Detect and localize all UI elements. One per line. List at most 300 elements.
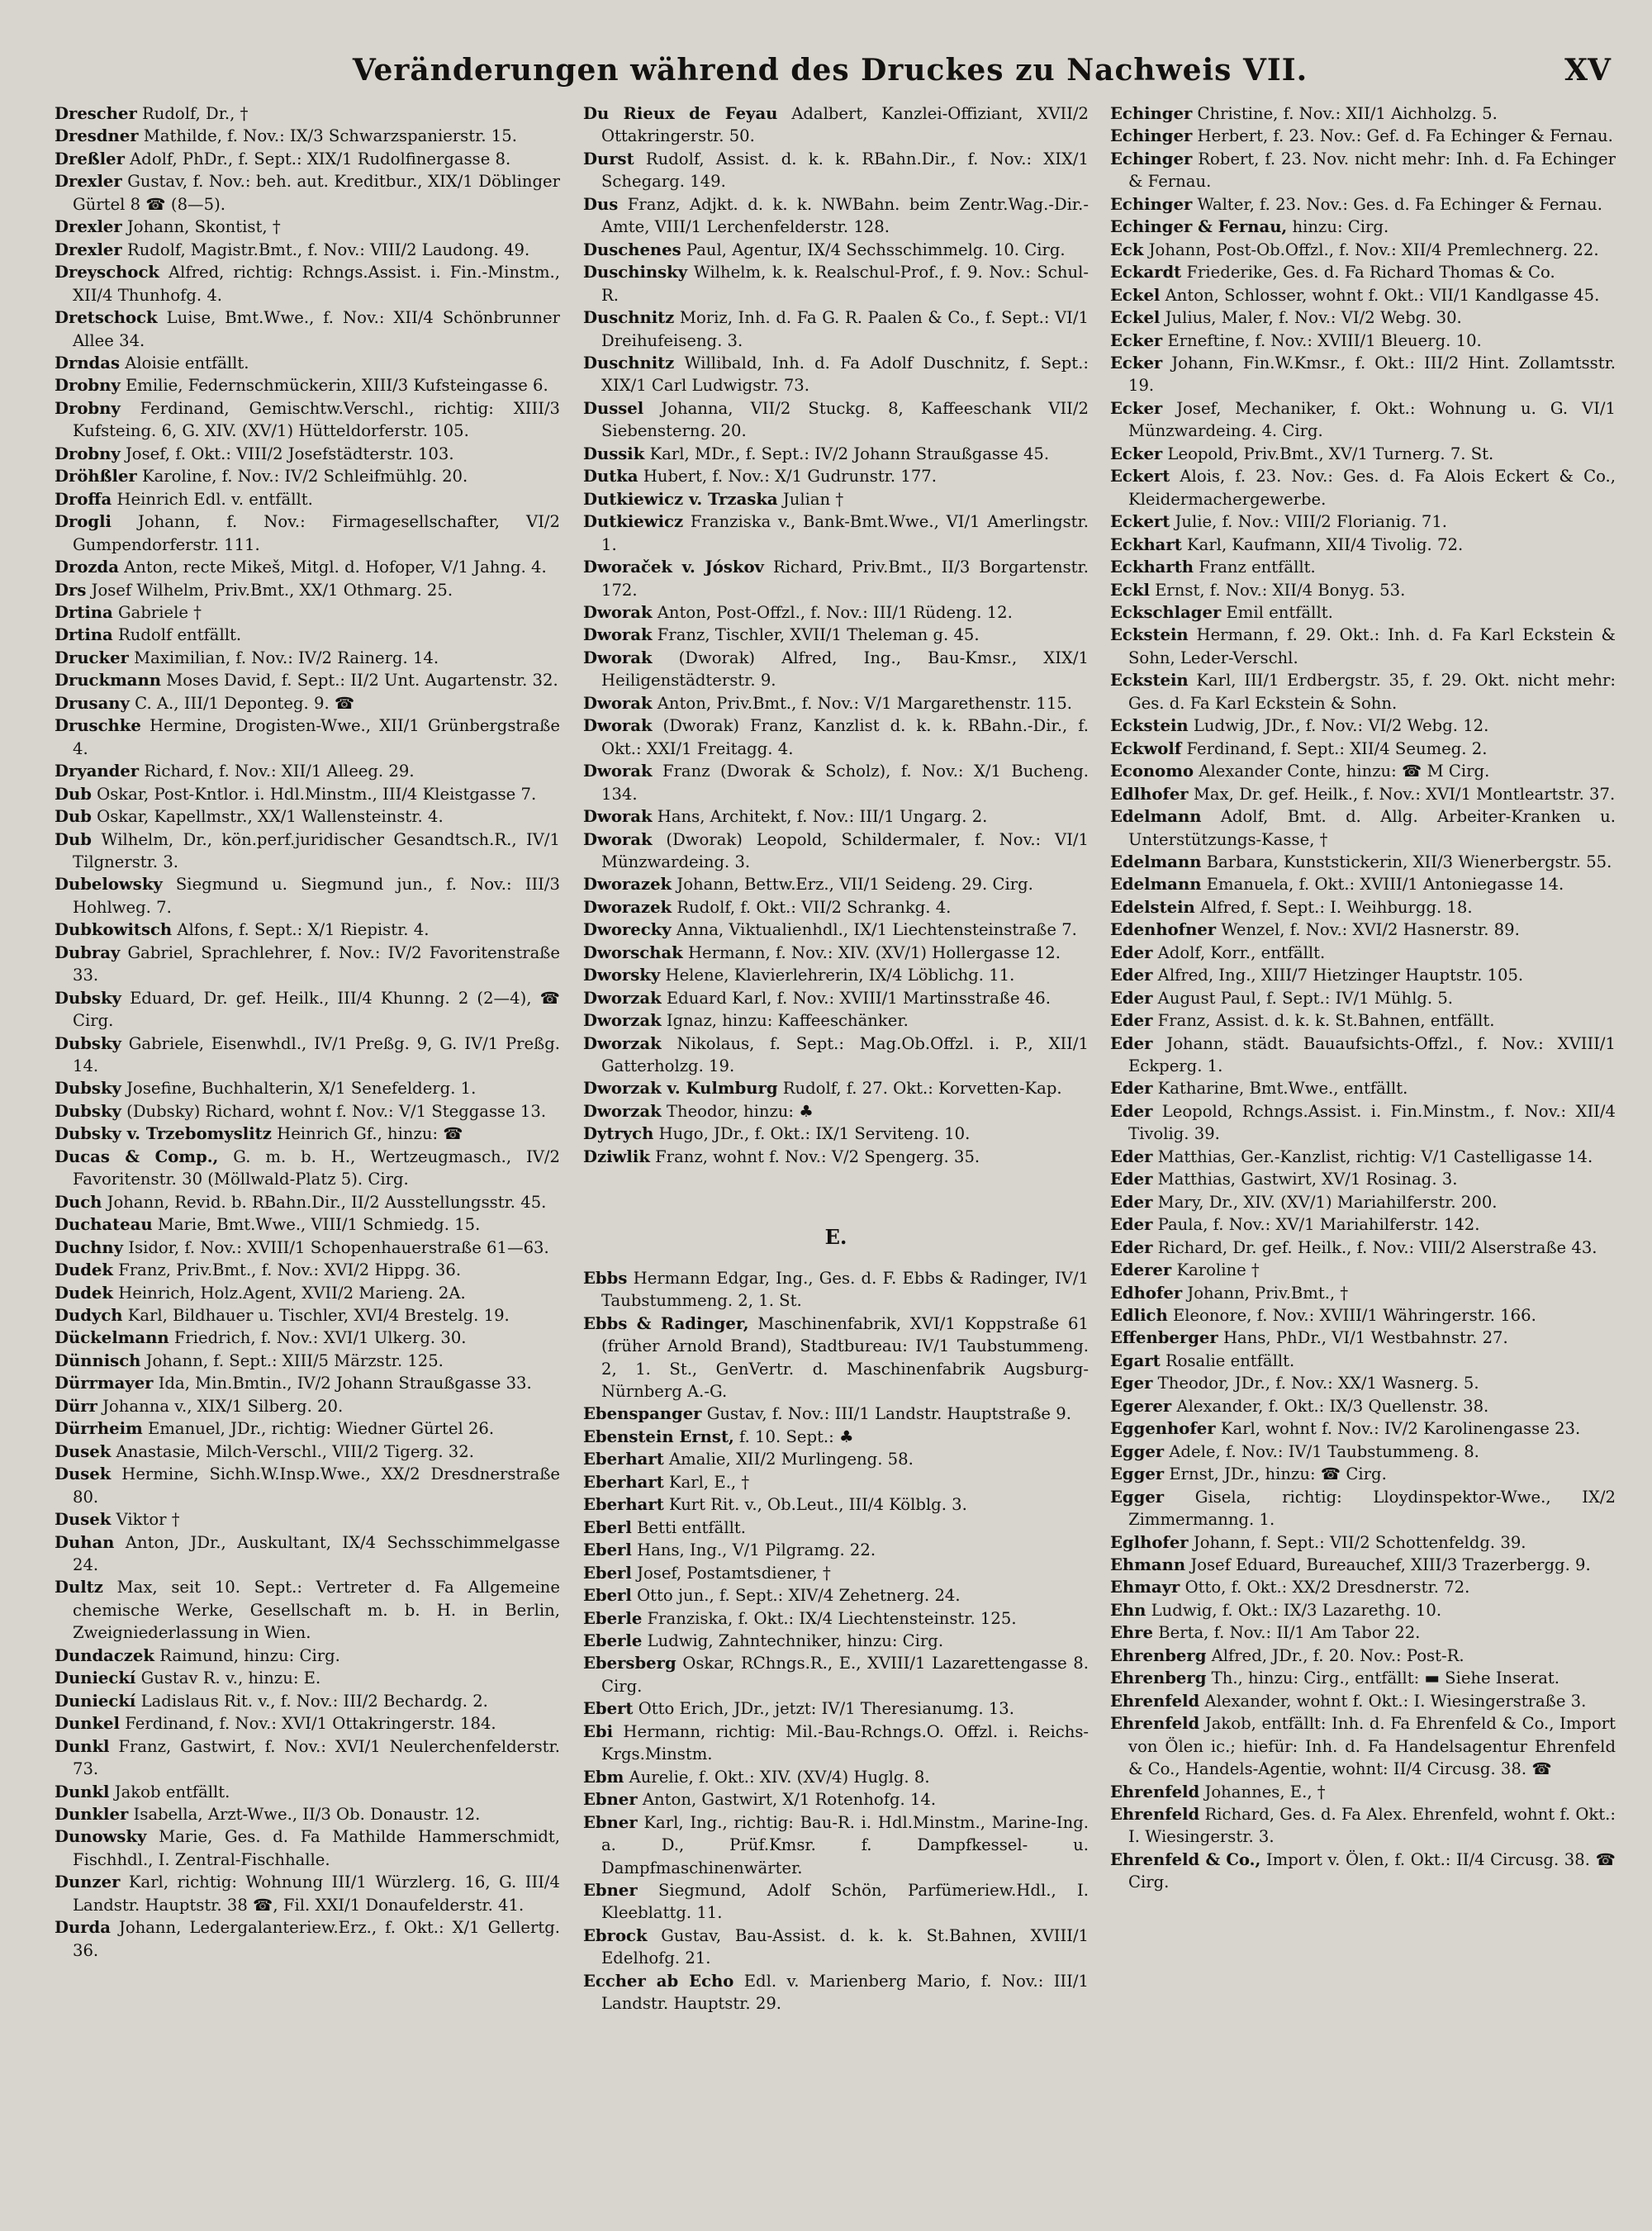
directory-entry [583, 1448, 1089, 1470]
directory-entry [1110, 1645, 1616, 1667]
entry-surname: Eckstein [1110, 716, 1189, 736]
entry-surname: Egger [1110, 1487, 1165, 1507]
directory-entry [583, 1009, 1089, 1032]
entry-details: Adele, f. Nov.: IV/1 Taubstummeng. 8. [1169, 1441, 1479, 1461]
entry-details: Karl, III/1 Erdbergstr. 35, f. 29. Okt. nicht mehr: Ges. d. Fa Karl Eckstein & Sohn. [1128, 671, 1616, 713]
directory-entry [55, 374, 560, 396]
entry-surname: Dussik [583, 444, 645, 463]
entry-details: Karl, Bildhauer u. Tischler, XVI/4 Brestelg. 19. [127, 1306, 510, 1326]
entry-details: Gustav, f. Nov.: beh. aut. Kreditbur., XIX/1 Döblinger Gürtel 8 ☎ (8—5). [73, 172, 560, 214]
entry-details: Karl, Ing., richtig: Bau-R. i. Hdl.Minstm., Marine-Ing. a. D., Prüf.Kmsr. f. Dampfkessel- u. Dampfmaschinenwärter. [601, 1812, 1089, 1877]
entry-details: Johann, Priv.Bmt., † [1187, 1283, 1349, 1303]
directory-entry [1110, 1463, 1616, 1485]
entry-surname: Eberhart [583, 1472, 664, 1492]
entry-surname: Durst [583, 149, 634, 169]
entry-details: C. A., III/1 Deponteg. 9. ☎ [135, 693, 355, 713]
entry-surname: Dusek [55, 1510, 112, 1530]
entry-surname: Edhofer [1110, 1283, 1183, 1303]
entry-details: Eduard, Dr. gef. Heilk., III/4 Khunng. 2 (2—4), ☎ Cirg. [73, 988, 560, 1031]
entry-details: Alfred, Ing., XIII/7 Hietzinger Hauptstr. 105. [1157, 966, 1524, 985]
entry-surname: Ebenspanger [583, 1404, 702, 1424]
directory-entry [55, 1531, 560, 1577]
letter-section-heading: E. [824, 1225, 847, 1250]
directory-entry [583, 1426, 1089, 1448]
entry-surname: Eck [1110, 240, 1144, 259]
directory-entry [55, 125, 560, 147]
directory-entry [583, 193, 1089, 239]
entry-details: Import v. Ölen, f. Okt.: II/4 Circusg. 38. ☎ Cirg. [1128, 1849, 1616, 1892]
directory-entry [55, 647, 560, 669]
entry-surname: Drndas [55, 353, 120, 373]
entry-details: Maximilian, f. Nov.: IV/2 Rainerg. 14. [134, 648, 439, 667]
entry-surname: Dworazek [583, 897, 672, 917]
entry-surname: Dworsky [583, 966, 661, 985]
entry-details: Adolf, PhDr., f. Sept.: XIX/1 Rudolfinergasse 8. [130, 149, 511, 169]
entry-details: Mary, Dr., XIV. (XV/1) Mariahilferstr. 200. [1157, 1192, 1498, 1212]
directory-entry [1110, 1803, 1616, 1849]
entry-surname: Dworzak v. Kulmburg [583, 1079, 778, 1099]
directory-entry [1110, 510, 1616, 533]
directory-entry [1110, 714, 1616, 737]
directory-entry [55, 261, 560, 306]
entry-surname: Echinger [1110, 126, 1193, 146]
entry-surname: Ehrenfeld [1110, 1714, 1200, 1734]
entry-details: Karl, E., † [668, 1472, 750, 1492]
entry-surname: Dunowsky [55, 1827, 147, 1847]
directory-entry [55, 239, 560, 261]
entry-surname: Ebner [583, 1880, 638, 1900]
entry-surname: Dresdner [55, 126, 139, 146]
entry-surname: Edelmann [1110, 807, 1202, 827]
entry-surname: Eckert [1110, 467, 1170, 487]
entry-details: Ludwig, f. Okt.: IX/3 Lazarethg. 10. [1151, 1600, 1442, 1620]
entry-details: Nikolaus, f. Sept.: Mag.Ob.Offzl. i. P., XII/1 Gatterholzg. 19. [601, 1033, 1089, 1076]
entry-surname: Egerer [1110, 1396, 1172, 1416]
directory-entry [1110, 1032, 1616, 1078]
directory-entry [1110, 148, 1616, 193]
entry-surname: Druschke [55, 716, 141, 736]
directory-entry [55, 1191, 560, 1213]
directory-entry [583, 987, 1089, 1009]
directory-entry [583, 714, 1089, 760]
directory-entry [55, 1463, 560, 1508]
entry-details: Berta, f. Nov.: II/1 Am Tabor 22. [1158, 1623, 1421, 1643]
entry-surname: Dunzer [55, 1873, 121, 1892]
entry-details: Helene, Klavierlehrerin, IX/4 Löblichg. 11. [665, 966, 1015, 985]
entry-surname: Dubsky v. Trzebomyslitz [55, 1124, 272, 1144]
directory-entry [55, 1213, 560, 1236]
entry-details: Moriz, Inh. d. Fa G. R. Paalen & Co., f. Sept.: VI/1 Dreihufeiseng. 3. [601, 308, 1089, 350]
entry-details: Betti entfällt. [637, 1517, 747, 1537]
entry-surname: Dub [55, 807, 92, 827]
entry-details: Viktor † [116, 1510, 180, 1530]
directory-entry [55, 624, 560, 646]
entry-details: Johannes, E., † [1204, 1782, 1326, 1801]
entry-surname: Ecker [1110, 444, 1163, 463]
entry-surname: Eder [1110, 966, 1153, 985]
entry-details: Julian † [782, 489, 844, 509]
entry-details: Richard, f. Nov.: XII/1 Alleeg. 29. [144, 762, 415, 781]
entry-surname: Dziwlik [583, 1146, 650, 1166]
directory-entry [1110, 443, 1616, 465]
directory-entry [55, 352, 560, 374]
entry-details: Anton, Schlosser, wohnt f. Okt.: VII/1 Kandlgasse 45. [1165, 285, 1600, 305]
directory-entry [55, 579, 560, 601]
entry-details: Kurt Rit. v., Ob.Leut., III/4 Kölblg. 3. [668, 1495, 967, 1515]
directory-entry [55, 714, 560, 760]
entry-surname: Eckel [1110, 285, 1161, 305]
directory-entry [583, 760, 1089, 805]
entry-surname: Edelmann [1110, 852, 1202, 871]
directory-entry [1110, 1667, 1616, 1689]
entry-details: Matthias, Ger.-Kanzlist, richtig: V/1 Castelligasse 14. [1157, 1146, 1593, 1166]
directory-entry [1110, 760, 1616, 782]
entry-surname: Eckl [1110, 580, 1150, 600]
entry-surname: Dub [55, 829, 92, 849]
entry-surname: Dürr [55, 1396, 97, 1416]
entry-surname: Ehmann [1110, 1555, 1186, 1574]
entry-details: Anastasie, Milch-Verschl., VIII/2 Tigerg. 32. [116, 1441, 474, 1461]
entry-surname: Drescher [55, 104, 137, 123]
entry-details: Alfons, f. Sept.: X/1 Riepistr. 4. [177, 920, 430, 940]
directory-entry [583, 306, 1089, 352]
directory-entry [583, 1925, 1089, 1970]
entry-surname: Dubelowsky [55, 875, 163, 895]
directory-entry [583, 1123, 1089, 1145]
directory-entry [1110, 261, 1616, 283]
directory-entry [55, 1667, 560, 1689]
directory-entry [583, 1584, 1089, 1607]
directory-entry [1110, 193, 1616, 216]
entry-surname: Edenhofner [1110, 920, 1217, 940]
entry-surname: Eder [1110, 1101, 1153, 1121]
directory-entry [55, 1100, 560, 1123]
directory-entry [1110, 1350, 1616, 1372]
directory-entry [1110, 330, 1616, 352]
entry-details: Johann, Skontist, † [126, 217, 281, 237]
directory-entry [55, 1712, 560, 1735]
directory-entry [1110, 125, 1616, 147]
entry-surname: Eckardt [1110, 263, 1182, 282]
entry-details: Hermine, Drogisten-Wwe., XII/1 Grünbergstraße 4. [73, 716, 560, 758]
entry-details: Hermine, Sichh.W.Insp.Wwe., XX/2 Dresdnerstraße 80. [73, 1464, 561, 1507]
entry-surname: Duhan [55, 1532, 115, 1552]
directory-entry [1110, 624, 1616, 669]
entry-details: Johann, Revid. b. RBahn.Dir., II/2 Ausstellungsstr. 45. [107, 1192, 547, 1212]
directory-entry [55, 1645, 560, 1667]
entry-surname: Eberle [583, 1608, 643, 1628]
directory-entry [1110, 239, 1616, 261]
directory-entry [583, 556, 1089, 601]
directory-entry [55, 1781, 560, 1803]
directory-entry [1110, 1576, 1616, 1598]
entry-details: Emil entfällt. [1226, 602, 1333, 622]
directory-entry [1110, 1259, 1616, 1281]
directory-entry [1110, 964, 1616, 986]
directory-entry [1110, 1304, 1616, 1327]
entry-surname: Drtina [55, 602, 113, 622]
directory-entry [583, 1493, 1089, 1516]
directory-entry [55, 873, 560, 919]
entry-details: Gustav, Bau-Assist. d. k. k. St.Bahnen, XVIII/1 Edelhofg. 21. [601, 1925, 1089, 1968]
directory-entry [1110, 1327, 1616, 1349]
directory-entry [583, 1562, 1089, 1584]
entry-surname: Duschnitz [583, 353, 675, 373]
directory-entry [583, 624, 1089, 646]
directory-entry [55, 1508, 560, 1531]
entry-details: Franz, Adjkt. d. k. k. NWBahn. beim Zentr.Wag.-Dir.-Amte, VIII/1 Lerchenfelderstr. 128. [601, 194, 1089, 237]
entry-details: Marie, Bmt.Wwe., VIII/1 Schmiedg. 15. [157, 1215, 481, 1235]
entry-details: Otto jun., f. Sept.: XIV/4 Zehetnerg. 24. [637, 1586, 961, 1606]
entry-surname: Dworak [583, 762, 653, 781]
entry-details: Hubert, f. Nov.: X/1 Gudrunstr. 177. [643, 467, 937, 487]
entry-surname: Dworak [583, 716, 653, 736]
entry-surname: Dworak [583, 693, 653, 713]
directory-entry [55, 601, 560, 624]
column-2 [583, 102, 1089, 2015]
directory-entry [583, 692, 1089, 714]
entry-surname: Eberle [583, 1631, 643, 1650]
directory-entry [583, 1312, 1089, 1403]
directory-entry [583, 601, 1089, 624]
entry-surname: Eccher ab Echo [583, 1971, 734, 1991]
directory-entry [55, 465, 560, 487]
directory-entry [55, 919, 560, 941]
directory-entry [1110, 896, 1616, 919]
entry-surname: Dundaczek [55, 1645, 154, 1665]
entry-surname: Dreßler [55, 149, 125, 169]
entry-surname: Edelmann [1110, 875, 1202, 895]
directory-entry [1110, 1531, 1616, 1554]
directory-entry [1110, 1690, 1616, 1712]
entry-details: Amalie, XII/2 Murlingeng. 58. [668, 1450, 914, 1469]
entry-details: Franz, Gastwirt, f. Nov.: XVI/1 Neulerchenfelderstr. 73. [73, 1736, 560, 1779]
entry-details: Leopold, Priv.Bmt., XV/1 Turnerg. 7. St. [1167, 444, 1494, 463]
entry-details: Ferdinand, f. Nov.: XVI/1 Ottakringerstr. 184. [125, 1714, 496, 1734]
directory-entry [583, 1879, 1089, 1925]
entry-surname: Eglhofer [1110, 1532, 1189, 1552]
entry-details: Isidor, f. Nov.: XVIII/1 Schopenhauerstraße 61—63. [128, 1237, 549, 1257]
entry-details: Karl, Kaufmann, XII/4 Tivolig. 72. [1187, 534, 1464, 554]
directory-entry [55, 1123, 560, 1145]
directory-entry [583, 964, 1089, 986]
directory-entry [1110, 216, 1616, 238]
entry-surname: Duschinsky [583, 263, 688, 282]
entry-surname: Dutkiewicz [583, 512, 684, 532]
entry-details: Gabriele † [117, 602, 202, 622]
entry-surname: Drogli [55, 512, 112, 532]
entry-surname: Eder [1110, 988, 1153, 1008]
entry-surname: Drexler [55, 240, 122, 259]
directory-entry [583, 805, 1089, 828]
directory-entry [583, 1697, 1089, 1720]
entry-surname: Eggenhofer [1110, 1419, 1216, 1439]
entry-surname: Eberhart [583, 1450, 664, 1469]
directory-entry [55, 1417, 560, 1440]
directory-entry [583, 352, 1089, 397]
entry-details: Th., hinzu: Cirg., entfällt: ▬ Siehe Inserat. [1211, 1669, 1560, 1688]
entry-details: Walter, f. 23. Nov.: Ges. d. Fa Echinger & Fernau. [1197, 194, 1602, 214]
entry-details: Theodor, JDr., f. Nov.: XX/1 Wasnerg. 5. [1157, 1374, 1479, 1393]
entry-surname: Eckwolf [1110, 738, 1182, 758]
entry-surname: Ehrenberg [1110, 1645, 1207, 1665]
directory-entry [55, 1690, 560, 1712]
entry-surname: Echinger & Fernau, [1110, 217, 1288, 237]
directory-entry [583, 1032, 1089, 1078]
directory-entry [1110, 397, 1616, 443]
entry-surname: Dunieckí [55, 1691, 136, 1711]
directory-entry [1110, 1009, 1616, 1032]
entry-details: Gisela, richtig: Lloydinspektor-Wwe., IX/2 Zimmermanng. 1. [1128, 1487, 1616, 1530]
entry-surname: Ebrock [583, 1925, 648, 1945]
directory-entry [583, 1100, 1089, 1123]
entry-surname: Dunkl [55, 1782, 110, 1801]
directory-entry [1110, 284, 1616, 306]
entry-surname: Ehre [1110, 1623, 1153, 1643]
entry-details: Alfred, JDr., f. 20. Nov.: Post-R. [1211, 1645, 1464, 1665]
directory-entry [583, 443, 1089, 465]
directory-entry [583, 1403, 1089, 1425]
entry-details: Franz (Dworak & Scholz), f. Nov.: X/1 Bucheng. 134. [601, 762, 1089, 804]
entry-surname: Eder [1110, 942, 1153, 962]
entry-details: Christine, f. Nov.: XII/1 Aichholzg. 5. [1197, 104, 1498, 123]
directory-entry [1110, 669, 1616, 714]
entry-surname: Dusek [55, 1441, 112, 1461]
entry-surname: Eckert [1110, 512, 1170, 532]
entry-details: Rudolf, f. Okt.: VII/2 Schrankg. 4. [676, 897, 952, 917]
entry-details: Anton, Post-Offzl., f. Nov.: III/1 Rüdeng. 12. [657, 602, 1013, 622]
entry-details: Alexander Conte, hinzu: ☎ M Cirg. [1199, 762, 1490, 781]
entry-surname: Eckel [1110, 308, 1161, 328]
directory-entry [583, 465, 1089, 487]
entry-surname: Dröhßler [55, 467, 137, 487]
entry-details: Josef Eduard, Bureauchef, XIII/3 Trazerbergg. 9. [1190, 1555, 1591, 1574]
entry-details: Luise, Bmt.Wwe., f. Nov.: XII/4 Schönbrunner Allee 34. [73, 308, 560, 350]
directory-entry [55, 102, 560, 125]
entry-surname: Dub [55, 784, 92, 804]
entry-details: f. 10. Sept.: ♣ [739, 1426, 854, 1446]
directory-entry [1110, 1621, 1616, 1644]
entry-details: Jakob entfällt. [114, 1782, 230, 1801]
directory-entry [1110, 1599, 1616, 1621]
entry-details: Barbara, Kunststickerin, XII/3 Wienerbergstr. 55. [1206, 852, 1612, 871]
entry-details: Alexander, f. Okt.: IX/3 Quellenstr. 38. [1176, 1396, 1489, 1416]
directory-entry [55, 1327, 560, 1349]
directory-entry [55, 1803, 560, 1825]
directory-entry [55, 1282, 560, 1304]
entry-details: Franziska v., Bank-Bmt.Wwe., VI/1 Amerlingstr. 1. [601, 512, 1089, 554]
directory-entry [55, 306, 560, 352]
directory-entry [55, 1259, 560, 1281]
directory-entry [1110, 1237, 1616, 1259]
entry-details: Robert, f. 23. Nov. nicht mehr: Inh. d. Fa Echinger & Fernau. [1128, 149, 1616, 192]
entry-details: Johann, Bettw.Erz., VII/1 Seideng. 29. Cirg. [676, 875, 1033, 895]
entry-details: Franz, wohnt f. Nov.: V/2 Spengerg. 35. [655, 1146, 980, 1166]
entry-surname: Duchateau [55, 1215, 153, 1235]
entry-details: Josefine, Buchhalterin, X/1 Senefelderg. 1. [126, 1079, 477, 1099]
directory-entry [583, 239, 1089, 261]
entry-surname: Eberl [583, 1586, 632, 1606]
entry-surname: Eberl [583, 1517, 632, 1537]
entry-surname: Ehrenfeld [1110, 1804, 1200, 1824]
directory-entry [1110, 1213, 1616, 1236]
directory-entry [583, 488, 1089, 510]
directory-entry [55, 1441, 560, 1463]
directory-entry [583, 919, 1089, 941]
entry-surname: Duch [55, 1192, 102, 1212]
directory-entry [55, 148, 560, 170]
entry-surname: Dürrmayer [55, 1374, 154, 1393]
directory-entry [583, 1721, 1089, 1766]
entry-details: Ernst, f. Nov.: XII/4 Bonyg. 53. [1155, 580, 1406, 600]
directory-entry [1110, 942, 1616, 964]
entry-surname: Dryander [55, 762, 140, 781]
entry-surname: Dubsky [55, 1033, 121, 1053]
directory-entry [583, 647, 1089, 692]
entry-surname: Dünnisch [55, 1350, 141, 1370]
entry-details: Hugo, JDr., f. Okt.: IX/1 Serviteng. 10. [658, 1124, 971, 1144]
entry-details: Karoline, f. Nov.: IV/2 Schleifmühlg. 20. [141, 467, 468, 487]
entry-surname: Duchny [55, 1237, 124, 1257]
directory-entry [55, 397, 560, 443]
entry-details: Rudolf, Magistr.Bmt., f. Nov.: VIII/2 Laudong. 49. [126, 240, 530, 259]
directory-entry [55, 805, 560, 828]
entry-surname: Ebenstein Ernst, [583, 1426, 734, 1446]
entry-details: Richard, Priv.Bmt., II/3 Borgartenstr. 172. [601, 558, 1089, 600]
entry-details: Johann, Post-Ob.Offzl., f. Nov.: XII/4 Premlechnerg. 22. [1148, 240, 1599, 259]
entry-surname: Eberhart [583, 1495, 664, 1515]
directory-entry [583, 1539, 1089, 1561]
directory-entry [55, 783, 560, 805]
entry-details: Karl, MDr., f. Sept.: IV/2 Johann Straußgasse 45. [649, 444, 1050, 463]
entry-details: Mathilde, f. Nov.: IX/3 Schwarzspanierstr. 15. [143, 126, 517, 146]
entry-details: Johanna, VII/2 Stuckg. 8, Kaffeeschank VII/2 Siebensterng. 20. [601, 398, 1089, 441]
entry-details: Ferdinand, f. Sept.: XII/4 Seumeg. 2. [1186, 738, 1488, 758]
entry-surname: Dworzak [583, 1101, 662, 1121]
entry-details: Johann, f. Sept.: XIII/5 Märzstr. 125. [145, 1350, 444, 1370]
entry-surname: Dubsky [55, 1079, 121, 1099]
entry-surname: Ehmayr [1110, 1578, 1180, 1597]
directory-entry [1110, 601, 1616, 624]
entry-details: Rudolf, Assist. d. k. k. RBahn.Dir., f. Nov.: XIX/1 Schegarg. 149. [601, 149, 1089, 192]
entry-surname: Drobny [55, 444, 121, 463]
entry-surname: Ehrenberg [1110, 1669, 1207, 1688]
entry-surname: Eder [1110, 1192, 1153, 1212]
entry-surname: Eckstein [1110, 625, 1189, 645]
entry-details: Erneftine, f. Nov.: XVIII/1 Bleuerg. 10. [1167, 330, 1482, 350]
entry-surname: Egger [1110, 1441, 1165, 1461]
entry-details: Franz, Priv.Bmt., f. Nov.: XVI/2 Hippg. 36. [118, 1260, 462, 1280]
entry-details: Hermann, richtig: Mil.-Bau-Rchngs.O. Offzl. i. Reichs-Krgs.Minstm. [601, 1721, 1089, 1764]
entry-surname: Ebbs & Radinger, [583, 1313, 749, 1333]
directory-entry [55, 1077, 560, 1099]
entry-surname: Dworecky [583, 920, 672, 940]
entry-details: Josef, f. Okt.: VIII/2 Josefstädterstr. 103. [125, 444, 454, 463]
entry-surname: Ecker [1110, 353, 1163, 373]
entry-surname: Drtina [55, 625, 113, 645]
directory-entry [1110, 1395, 1616, 1417]
entry-details: Johann, Fin.W.Kmsr., f. Okt.: III/2 Hint. Zollamtsstr. 19. [1128, 353, 1616, 396]
directory-entry [1110, 579, 1616, 601]
directory-entry [1110, 1712, 1616, 1780]
entry-surname: Echinger [1110, 104, 1193, 123]
directory-entry [1110, 805, 1616, 851]
entry-details: Johann, f. Sept.: VII/2 Schottenfeldg. 39. [1193, 1532, 1526, 1552]
entry-surname: Egger [1110, 1464, 1165, 1484]
directory-entry [1110, 1781, 1616, 1803]
entry-details: Otto Erich, JDr., jetzt: IV/1 Theresianumg. 13. [638, 1699, 1014, 1719]
entry-details: Hans, PhDr., VI/1 Westbahnstr. 27. [1222, 1328, 1508, 1348]
